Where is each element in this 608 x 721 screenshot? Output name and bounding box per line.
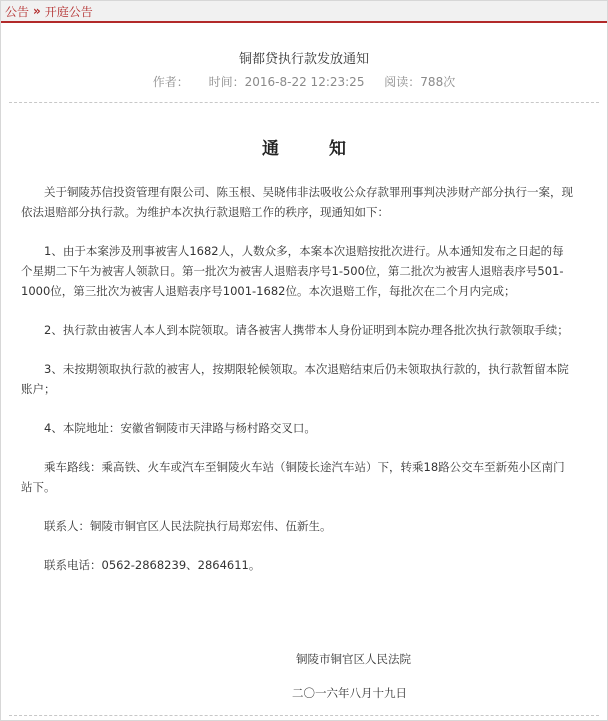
paragraph-item-1: 1、由于本案涉及刑事被害人1682人，人数众多，本案本次退赔按批次进行。从本通知发布之日起的每个星期二下午为被害人领款日。第一批次为被害人退赔表序号1-500位，第二批次为被害人退赔表序号501-1000位，第三批次为被害人退赔表序号1001-1682位。本次退赔工作，每批次在二个月内完成； (21, 244, 564, 298)
signature-date: 二〇一六年八月十九日 (292, 686, 407, 700)
paragraph-intro: 关于铜陵苏信投资管理有限公司、陈玉根、吴晓伟非法吸收公众存款罪刑事判决涉财产部分执行一案，现依法退赔部分执行款。为维护本次执行款退赔工作的秩序，现通知如下： (21, 185, 573, 219)
article-meta (1, 74, 607, 90)
breadcrumb-link-announcements[interactable]: 公告 (5, 4, 30, 19)
breadcrumb-separator: » (33, 4, 41, 18)
meta-reads: 阅读：788次 (384, 75, 456, 89)
meta-divider (9, 102, 599, 103)
paragraph-item-4: 4、本院地址：安徽省铜陵市天津路与杨村路交叉口。 (44, 421, 316, 435)
meta-author: 作者： (152, 75, 189, 89)
article-body (1, 182, 607, 575)
bottom-divider (9, 715, 599, 716)
paragraph-route: 乘车路线：乘高铁、火车或汽车至铜陵火车站（铜陵长途汽车站）下，转乘18路公交车至新苑小区南门站下。 (21, 460, 565, 494)
paragraph-contact: 联系人：铜陵市铜官区人民法院执行局郑宏伟、伍新生。 (44, 519, 332, 533)
breadcrumb (1, 1, 607, 23)
signature-org: 铜陵市铜官区人民法院 (296, 652, 411, 666)
paragraph-phone: 联系电话：0562-2868239、2864611。 (44, 558, 261, 572)
paragraph-item-3: 3、未按期领取执行款的被害人，按期限轮候领取。本次退赔结束后仍未领取执行款的，执行款暂留本院账户； (21, 362, 569, 396)
breadcrumb-link-court-notices[interactable]: 开庭公告 (44, 4, 93, 19)
article-title: 铜都贷执行款发放通知 (238, 52, 369, 67)
paragraph-item-2: 2、执行款由被害人本人到本院领取。请各被害人携带本人身份证明到本院办理各批次执行款领取手续； (44, 323, 569, 337)
notice-heading: 通 知 (262, 139, 368, 159)
meta-time: 时间：2016-8-22 12:23:25 (208, 75, 365, 89)
